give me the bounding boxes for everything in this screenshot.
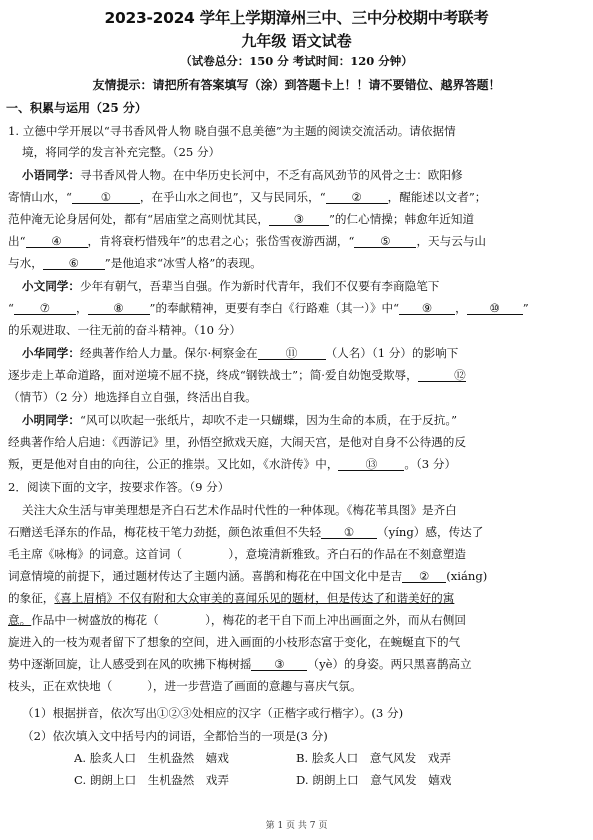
xiaoyu-line3: 范仲淹无论身居何处，都有“居庙堂之高则忧其民， ③ ”的仁心情操；韩愈年近知道 <box>8 212 475 226</box>
blank-6: ⑥ <box>43 255 105 270</box>
xiaowen-line2: “ ⑦ ， ⑧ ”的奉献精神，更要有李白《行路难（其一）》中“ ⑨ ， ⑩ ” <box>8 301 529 315</box>
q2-blank-1: ① <box>321 524 377 539</box>
xiaohua-line2: 逐步走上革命道路，面对逆境不屈不挠，终成“钢铁战士”；简·爱自幼饱受欺辱， ⑫ <box>8 368 466 382</box>
q2-sub2: （2）依次填入文中括号内的词语，全都恰当的一项是(3 分) <box>22 729 328 743</box>
q2-para-line2: 石赠送毛泽东的作品，梅花枝干笔力劲挺，颜色浓重但不失轻 ① （yíng）感，传达了 <box>8 525 484 539</box>
friendly-tip: 友情提示：请把所有答案填写（涂）到答题卡上！！请不要错位、越界答题！ <box>92 78 501 92</box>
blank-2: ② <box>326 189 388 204</box>
blank-9: ⑨ <box>399 300 455 315</box>
blank-10: ⑩ <box>467 300 523 315</box>
q2-underlined-sentence: 《喜上眉梢》不仅有附和大众审美的喜闻乐见的题材，但是传达了和谐美好的寓 <box>54 591 455 605</box>
option-c: C. 朗朗上口 生机盎然 戏弄 <box>74 773 229 787</box>
q2-sub1: （1）根据拼音，依次写出①②③处相应的汉字（正楷字或行楷字）。(3 分) <box>22 706 404 720</box>
blank-13: ⑬ <box>338 456 404 471</box>
xiaoyu-line4: 出“ ④ ，肯将衰朽惜残年”的忠君之心；张岱雪夜游西湖，“ ⑤ ，天与云与山 <box>8 234 487 248</box>
blank-7: ⑦ <box>14 300 76 315</box>
q2-para-line5: 的象征，《喜上眉梢》不仅有附和大众审美的喜闻乐见的题材，但是传达了和谐美好的寓 <box>8 591 455 605</box>
q2-para-line4: 词意情境的前提下，通过题材传达了主题内涵。喜鹊和梅花在中国文化中是吉 ② (xiáng) <box>8 569 488 583</box>
q2-para-line7: 旋进入的一枝为观者留下了想象的空间，进入画面的小枝形态富于变化，在蜿蜒直下的气 <box>8 635 461 649</box>
q2-para-line6: 意。作品中一树盛放的梅花（ ），梅花的老干自下而上冲出画面之外，而从右侧回 <box>8 613 466 627</box>
option-b: B. 脍炙人口 意气风发 戏弄 <box>296 751 452 765</box>
xiaoyu-line1: 小语同学：寻书香风骨人物。在中华历史长河中，不乏有高风劲节的风骨之士：欧阳修 <box>22 168 463 182</box>
blank-4: ④ <box>26 233 88 248</box>
speaker-xiaowen: 小文同学： <box>22 279 80 293</box>
option-d: D. 朗朗上口 意气风发 嬉戏 <box>296 773 452 787</box>
page-footer: 第 1 页 共 7 页 <box>265 821 328 831</box>
option-a: A. 脍炙人口 生机盎然 嬉戏 <box>74 751 229 765</box>
section-heading: 一、积累与运用（25 分） <box>6 101 147 115</box>
speaker-xiaohua: 小华同学： <box>22 346 80 360</box>
blank-11: ⑪ <box>258 345 326 360</box>
q2-blank-2: ② <box>402 568 446 583</box>
q1-intro-line1: 1. 立德中学开展以“寻书香风骨人物 晓自强不息美德”为主题的阅读交流活动。请依据情 <box>8 124 456 138</box>
q1-intro-line2: 境，将同学的发言补充完整。（25 分） <box>22 145 221 159</box>
xiaoming-line1: 小明同学：“风可以吹起一张纸片，却吹不走一只蝴蝶，因为生命的本质，在于反抗。” <box>22 413 458 427</box>
q2-para-line3: 毛主席《咏梅》的词意。这首词（ ），意境清新雅致。齐白石的作品在不刻意塑造 <box>8 547 466 561</box>
exam-meta: （试卷总分：150 分 考试时间：120 分钟） <box>180 54 413 68</box>
q2-para-line1: 关注大众生活与审美理想是齐白石艺术作品时代性的一种体现。《梅花苇具图》是齐白 <box>22 503 457 517</box>
blank-8: ⑧ <box>88 300 150 315</box>
blank-5: ⑤ <box>354 233 416 248</box>
speaker-xiaoyu: 小语同学： <box>22 168 80 182</box>
q2-para-line8: 势中逐渐回旋，让人感受到在风的吹拂下梅树摇 ③ （yè）的身姿。两只黑喜鹊高立 <box>8 657 472 671</box>
xiaoyu-line2: 寄情山水，“ ① ，在乎山水之间也”，又与民同乐，“ ② ，醒能述以文者”； <box>8 190 487 204</box>
blank-1: ① <box>72 189 140 204</box>
xiaohua-line1: 小华同学：经典著作给人力量。保尔·柯察金在 ⑪ （人名）（1 分）的影响下 <box>22 346 459 360</box>
q2-para-line9: 枝头，正在欢快地（ ），进一步营造了画面的意趣与喜庆气氛。 <box>8 679 362 693</box>
xiaowen-line3: 的乐观进取、一往无前的奋斗精神。（10 分） <box>8 323 241 337</box>
xiaohua-line3: （情节）（2 分）地选择自立自强，终活出自我。 <box>8 390 257 404</box>
xiaoming-line3: 叛，更是他对自由的向往，公正的推崇。又比如，《水浒传》中， ⑬ 。（3 分） <box>8 457 457 471</box>
blank-12: ⑫ <box>418 367 466 382</box>
xiaoyu-line5: 与水， ⑥ ”是他追求“冰雪人格”的表现。 <box>8 256 262 270</box>
q2-intro: 2．阅读下面的文字，按要求作答。（9 分） <box>8 480 230 494</box>
speaker-xiaoming: 小明同学： <box>22 413 80 427</box>
exam-title: 2023-2024 学年上学期漳州三中、三中分校期中考联考 <box>104 9 489 27</box>
xiaoming-line2: 经典著作给人启迪：《西游记》里，孙悟空掀戏天庭，大闹天宫，是他对自身不公待遇的反 <box>8 435 466 449</box>
xiaowen-line1: 小文同学：少年有朝气，吾辈当自强。作为新时代青年，我们不仅要有李商隐笔下 <box>22 279 440 293</box>
q2-blank-3: ③ <box>251 656 307 671</box>
blank-3: ③ <box>269 211 329 226</box>
exam-subtitle: 九年级 语文试卷 <box>241 32 352 50</box>
